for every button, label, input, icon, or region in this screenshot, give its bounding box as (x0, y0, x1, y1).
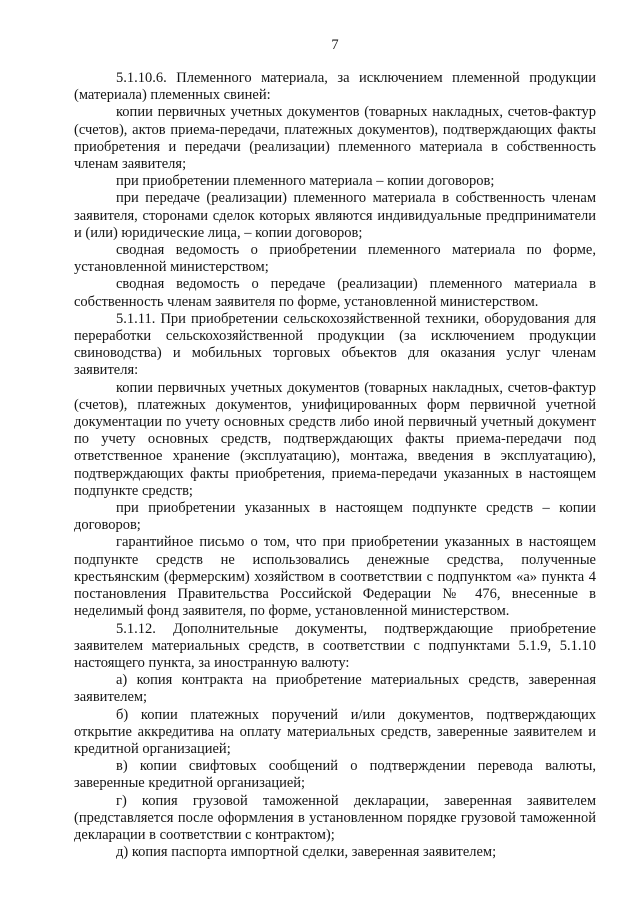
paragraph: копии первичных учетных документов (товарных накладных, счетов-фактур (счетов), платежных документов, унифицированных форм первичной учетной документации по учету основных средств либо иной первичный учетный документ по учету основных средств, подтверждающих факты приема-передачи под ответственное хранение (эксплуатацию), монтажа, введения в эксплуатацию), подтверждающих факты приобретения, приема-передачи указанных в настоящем подпункте средств; (74, 379, 596, 499)
document-body (74, 70, 596, 861)
paragraph: копии первичных учетных документов (товарных накладных, счетов-фактур (счетов), актов приема-передачи, платежных документов), подтверждающих факты приобретения и передачи (реализации) племенного материала в собственность членам заявителя; (74, 104, 596, 173)
paragraph-5-1-12: 5.1.12. Дополнительные документы, подтверждающие приобретение заявителем материальных средств, в соответствии с подпунктами 5.1.9, 5.1.10 настоящего пункта, за иностранную валюту: (74, 620, 596, 671)
paragraph: сводная ведомость о передаче (реализации) племенного материала в собственность членам заявителя по форме, установленной министерством. (74, 276, 596, 310)
list-item-a: а) копия контракта на приобретение материальных средств, заверенная заявителем; (74, 672, 596, 706)
list-item-g: г) копия грузовой таможенной декларации, заверенная заявителем (представляется после оформления в установленном порядке грузовой таможенной декларации в соответствии с контрактом); (74, 792, 596, 843)
paragraph: при приобретении указанных в настоящем подпункте средств – копии договоров; (74, 500, 596, 534)
paragraph: при передаче (реализации) племенного материала в собственность членам заявителя, сторонами сделок которых являются индивидуальные предприниматели и (или) юридические лица, – копии договоров; (74, 190, 596, 241)
paragraph-5-1-10-6: 5.1.10.6. Племенного материала, за исключением племенной продукции (материала) племенных свиней: (74, 70, 596, 104)
list-item-b: б) копии платежных поручений и/или документов, подтверждающих открытие аккредитива на оплату материальных средств, заверенные заявителем и кредитной организацией; (74, 706, 596, 757)
list-item-v: в) копии свифтовых сообщений о подтверждении перевода валюты, заверенные кредитной организацией; (74, 758, 596, 792)
page-number: 7 (331, 37, 339, 53)
paragraph-5-1-11: 5.1.11. При приобретении сельскохозяйственной техники, оборудования для переработки сельскохозяйственной продукции (за исключением продукции свиноводства) и мобильных торговых объектов для оказания услуг членам заявителя: (74, 310, 596, 379)
paragraph: гарантийное письмо о том, что при приобретении указанных в настоящем подпункте средств не использовались денежные средства, полученные крестьянским (фермерским) хозяйством в соответствии с подпунктом «а» пункта 4 постановления Правительства Российской Федерации № 476, внесенные в неделимый фонд заявителя, по форме, установленной министерством. (74, 534, 596, 620)
list-item-d: д) копия паспорта импортной сделки, заверенная заявителем; (116, 844, 497, 861)
paragraph: при приобретении племенного материала – копии договоров; (116, 173, 495, 190)
paragraph: сводная ведомость о приобретении племенного материала по форме, установленной министерством; (74, 242, 596, 276)
